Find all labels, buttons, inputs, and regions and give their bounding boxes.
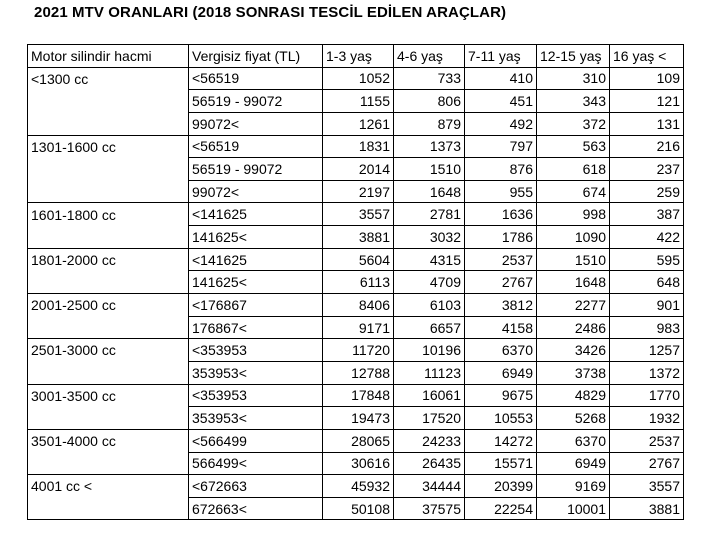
rate-cell: 9169 [537,475,610,498]
rate-cell: 6370 [465,339,537,362]
motor-cell [28,90,189,113]
table-row [28,452,684,475]
rate-cell: 4709 [394,271,465,294]
price-cell: 176867< [189,316,323,339]
rate-cell: 1636 [465,203,537,226]
price-cell: 353953< [189,407,323,430]
rate-cell: 19473 [323,407,394,430]
price-cell: <353953 [189,339,323,362]
rate-cell: 1372 [610,361,684,384]
price-cell: 566499< [189,452,323,475]
table-row [28,180,684,203]
rate-cell: 6103 [394,294,465,317]
rate-cell: 3032 [394,226,465,249]
mtv-rates-table [27,44,684,520]
table-row [28,429,684,452]
table-row [28,112,684,135]
rate-cell: 15571 [465,452,537,475]
rate-cell: 387 [610,203,684,226]
motor-cell: 1301-1600 cc [28,135,189,158]
rate-cell: 1831 [323,135,394,158]
rate-cell: 422 [610,226,684,249]
motor-cell: 1601-1800 cc [28,203,189,226]
rate-cell: 17520 [394,407,465,430]
rate-cell: 26435 [394,452,465,475]
price-cell: 99072< [189,180,323,203]
motor-cell [28,361,189,384]
rate-cell: 50108 [323,497,394,520]
rate-cell: 879 [394,112,465,135]
table-row [28,294,684,317]
rate-cell: 17848 [323,384,394,407]
rate-cell: 3557 [323,203,394,226]
rate-cell: 4158 [465,316,537,339]
rate-cell: 1261 [323,112,394,135]
rate-cell: 20399 [465,475,537,498]
price-cell: <176867 [189,294,323,317]
table-row [28,226,684,249]
motor-cell: 4001 cc < [28,475,189,498]
rate-cell: 1648 [394,180,465,203]
rate-cell: 10553 [465,407,537,430]
rate-cell: 492 [465,112,537,135]
rate-cell: 24233 [394,429,465,452]
header-age-16-plus: 16 yaş < [610,45,684,68]
table-row [28,407,684,430]
price-cell: <566499 [189,429,323,452]
motor-cell [28,452,189,475]
rate-cell: 2781 [394,203,465,226]
header-age-4-6: 4-6 yaş [394,45,465,68]
price-cell: 672663< [189,497,323,520]
rate-cell: 1052 [323,67,394,90]
rate-cell: 674 [537,180,610,203]
rate-cell: 1257 [610,339,684,362]
table-row [28,339,684,362]
rate-cell: 955 [465,180,537,203]
price-cell: <56519 [189,135,323,158]
rate-cell: 2277 [537,294,610,317]
rate-cell: 14272 [465,429,537,452]
price-cell: <353953 [189,384,323,407]
rate-cell: 10196 [394,339,465,362]
price-cell: <141625 [189,203,323,226]
rate-cell: 2197 [323,180,394,203]
rate-cell: 121 [610,90,684,113]
rate-cell: 8406 [323,294,394,317]
price-cell: 99072< [189,112,323,135]
table-body [28,45,684,520]
rate-cell: 983 [610,316,684,339]
table-row [28,135,684,158]
rate-cell: 34444 [394,475,465,498]
rate-cell: 45932 [323,475,394,498]
table-header-row [28,45,684,68]
table-row [28,158,684,181]
price-cell: 56519 - 99072 [189,90,323,113]
table-row [28,316,684,339]
rate-cell: 618 [537,158,610,181]
rate-cell: 2537 [610,429,684,452]
table-row [28,90,684,113]
rate-cell: 237 [610,158,684,181]
rate-cell: 3881 [610,497,684,520]
table-row [28,248,684,271]
rate-cell: 901 [610,294,684,317]
motor-cell [28,226,189,249]
rate-cell: 2767 [465,271,537,294]
header-age-12-15: 12-15 yaş [537,45,610,68]
rate-cell: 3881 [323,226,394,249]
rate-cell: 563 [537,135,610,158]
rate-cell: 131 [610,112,684,135]
rate-cell: 10001 [537,497,610,520]
rate-cell: 2014 [323,158,394,181]
rate-cell: 216 [610,135,684,158]
table-row [28,271,684,294]
rate-cell: 12788 [323,361,394,384]
motor-cell: 3501-4000 cc [28,429,189,452]
rate-cell: 2537 [465,248,537,271]
rate-cell: 6113 [323,271,394,294]
rate-cell: 9675 [465,384,537,407]
header-age-1-3: 1-3 yaş [323,45,394,68]
rate-cell: 30616 [323,452,394,475]
rate-cell: 3557 [610,475,684,498]
motor-cell: 3001-3500 cc [28,384,189,407]
rate-cell: 6370 [537,429,610,452]
rate-cell: 6949 [537,452,610,475]
rate-cell: 2486 [537,316,610,339]
rate-cell: 1090 [537,226,610,249]
motor-cell [28,158,189,181]
rate-cell: 1373 [394,135,465,158]
rate-cell: 1155 [323,90,394,113]
motor-cell [28,271,189,294]
rate-cell: 3738 [537,361,610,384]
price-cell: <56519 [189,67,323,90]
rate-cell: 11720 [323,339,394,362]
motor-cell: 2001-2500 cc [28,294,189,317]
price-cell: 56519 - 99072 [189,158,323,181]
rate-cell: 1510 [537,248,610,271]
price-cell: <141625 [189,248,323,271]
motor-cell [28,180,189,203]
rate-cell: 16061 [394,384,465,407]
rate-cell: 6657 [394,316,465,339]
table-row [28,497,684,520]
table-row [28,361,684,384]
rate-cell: 595 [610,248,684,271]
motor-cell [28,316,189,339]
header-price: Vergisiz fiyat (TL) [189,45,323,68]
rate-cell: 372 [537,112,610,135]
table-row [28,203,684,226]
rate-cell: 5604 [323,248,394,271]
rate-cell: 1770 [610,384,684,407]
motor-cell [28,112,189,135]
table-row [28,384,684,407]
header-age-7-11: 7-11 yaş [465,45,537,68]
rate-cell: 806 [394,90,465,113]
rate-cell: 648 [610,271,684,294]
rate-cell: 3426 [537,339,610,362]
rate-cell: 109 [610,67,684,90]
rate-cell: 3812 [465,294,537,317]
rate-cell: 876 [465,158,537,181]
header-motor: Motor silindir hacmi [28,45,189,68]
motor-cell [28,407,189,430]
rate-cell: 5268 [537,407,610,430]
rate-cell: 6949 [465,361,537,384]
rate-cell: 343 [537,90,610,113]
rate-cell: 1932 [610,407,684,430]
rate-cell: 733 [394,67,465,90]
price-cell: 141625< [189,226,323,249]
rate-cell: 37575 [394,497,465,520]
rate-cell: 451 [465,90,537,113]
motor-cell: 1801-2000 cc [28,248,189,271]
rate-cell: 22254 [465,497,537,520]
price-cell: 141625< [189,271,323,294]
rate-cell: 2767 [610,452,684,475]
page-title: 2021 MTV ORANLARI (2018 SONRASI TESCİL EDİLEN ARAÇLAR) [34,4,507,21]
rate-cell: 259 [610,180,684,203]
rate-cell: 9171 [323,316,394,339]
motor-cell [28,497,189,520]
rate-cell: 797 [465,135,537,158]
rate-cell: 1510 [394,158,465,181]
rate-cell: 28065 [323,429,394,452]
rate-cell: 998 [537,203,610,226]
rate-cell: 1648 [537,271,610,294]
motor-cell: 2501-3000 cc [28,339,189,362]
rate-cell: 310 [537,67,610,90]
rate-cell: 1786 [465,226,537,249]
price-cell: <672663 [189,475,323,498]
motor-cell: <1300 cc [28,67,189,90]
rate-cell: 4829 [537,384,610,407]
rate-cell: 410 [465,67,537,90]
table-row [28,475,684,498]
table-row [28,67,684,90]
rate-cell: 11123 [394,361,465,384]
price-cell: 353953< [189,361,323,384]
rate-cell: 4315 [394,248,465,271]
